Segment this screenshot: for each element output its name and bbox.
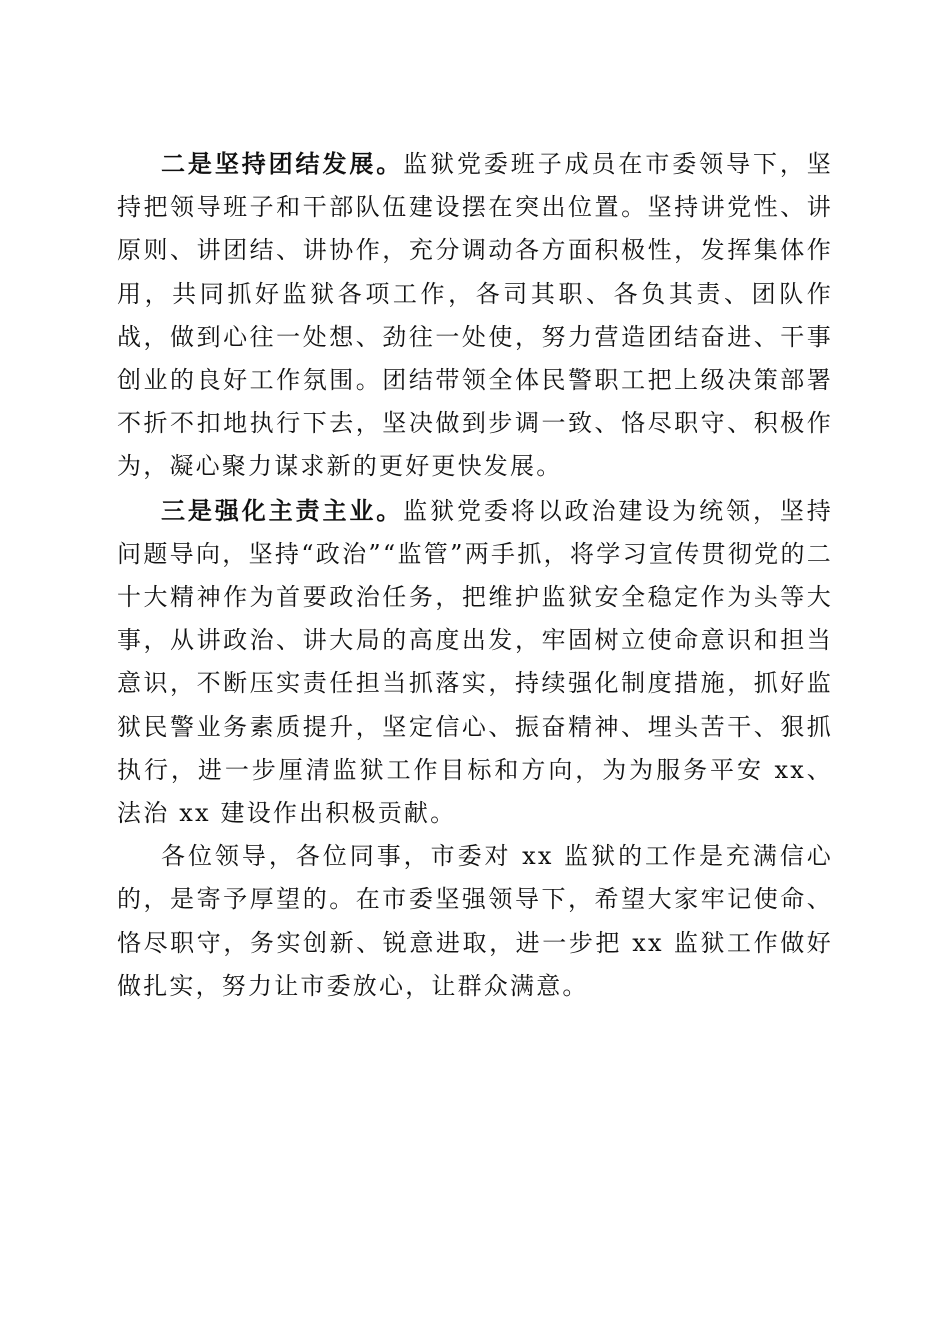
paragraph-unity-development [117,142,833,489]
paragraph-main-responsibility [117,489,833,836]
paragraph-body-text: 监狱党委班子成员在市委领导下，坚持把领导班子和干部队伍建设摆在突出位置。坚持讲党性、讲原则、讲团结、讲协作，充分调动各方面积极性，发挥集体作用，共同抓好监狱各项工作，各司其职、各负其责、团队作战，做到心往一处想、劲往一处使，努力营造团结奋进、干事创业的良好工作氛围。团结带领全体民警职工把上级决策部署不折不扣地执行下去，坚决做到步调一致、恪尽职守、积极作为，凝心聚力谋求新的更好更快发展。 [117,150,833,481]
paragraph-lead-heading: 二是坚持团结发展。 [161,149,404,178]
document-body [117,142,833,1008]
paragraph-closing-remarks [117,835,833,1008]
paragraph-body-text: 监狱党委将以政治建设为统领，坚持问题导向，坚持“政治”“监管”两手抓，将学习宣传贯彻党的二十大精神作为首要政治任务，把维护监狱安全稳定作为头等大事，从讲政治、讲大局的高度出发，牢固树立使命意识和担当意识，不断压实责任担当抓落实，持续强化制度措施，抓好监狱民警业务素质提升，坚定信心、振奋精神、埋头苦干、狠抓执行，进一步厘清监狱工作目标和方向，为为服务平安 xx、法治 xx 建设作出积极贡献。 [117,496,833,828]
paragraph-lead-heading: 三是强化主责主业。 [161,495,404,525]
paragraph-body-text: 各位领导，各位同事，市委对 xx 监狱的工作是充满信心的，是寄予厚望的。在市委坚强领导下，希望大家牢记使命、恪尽职守，务实创新、锐意进取，进一步把 xx 监狱工作做好做扎实，努力让市委放心，让群众满意。 [117,842,833,1000]
